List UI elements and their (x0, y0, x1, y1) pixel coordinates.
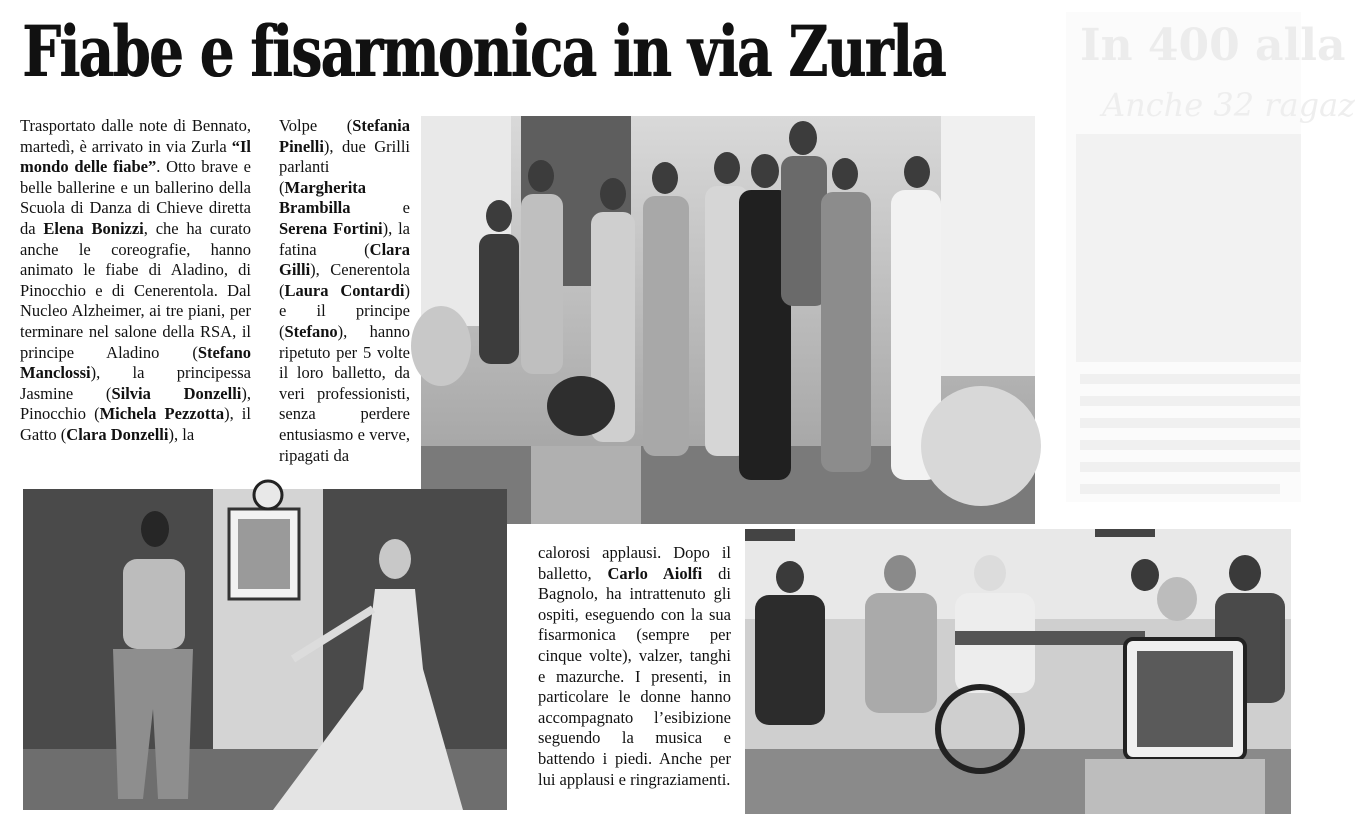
bold-name: Stefania Pinelli (279, 116, 410, 156)
adjacent-article-text-line (1080, 418, 1300, 428)
belly-dancers-photo (23, 489, 507, 810)
adjacent-article-text-line (1080, 374, 1300, 384)
bold-name: Clara Gilli (279, 239, 410, 280)
adjacent-article-photo (1076, 134, 1301, 362)
adjacent-article-text-line (1080, 484, 1280, 494)
bold-name: Stefano Manclossi (20, 342, 251, 383)
article-column-2 (279, 116, 410, 466)
text-run: ), hanno ripetuto per 5 volte il loro balletto, da veri professionisti, senza perdere entusiasmo e verve, ripagati da (279, 321, 410, 465)
accordion-player-photo (745, 529, 1291, 814)
text-run: ), la (168, 424, 195, 444)
text-run: ), il Gatto ( (20, 404, 251, 444)
text-run: ), Cenerentola ( (279, 260, 410, 300)
dancers-group-image (421, 116, 1035, 524)
adjacent-article-text-line (1080, 462, 1300, 472)
bold-name: Michela Pezzotta (99, 404, 225, 424)
text-run: . Otto brave e belle ballerine e un ballerino della Scuola di Danza di Chieve diretta da (20, 157, 251, 238)
text-run: ), Pinocchio ( (20, 383, 252, 424)
article-column-3 (538, 543, 731, 790)
text-run: di Bagnolo, ha intrattenuto gli ospiti, eseguendo con la sua fisarmonica (sempre per cinque volte), valzer, tanghi e mazurche. I presenti, in particolare le donne hanno accompagnato l’esibizione seguendo la musica e battendo i piedi. Anche per lui applausi e ringraziamenti. (538, 563, 731, 789)
bold-name: Elena Bonizzi (43, 218, 144, 238)
adjacent-article-title: In 400 alla (1080, 20, 1346, 71)
text-run: , che ha curato anche le coreografie, hanno animato le fiabe di Aladino, di Pinocchio e di Cenerentola. Dal Nucleo Alzheimer, ai tre piani, per terminare nel salone della RSA, il principe Aladino ( (20, 218, 251, 362)
bold-name: Carlo Aiolfi (607, 563, 703, 583)
bold-name: Clara Donzelli (66, 424, 169, 444)
text-run: ), la principessa Jasmine ( (20, 363, 251, 403)
adjacent-article-text-line (1080, 440, 1300, 450)
bold-name: “Il mondo delle fiabe” (20, 136, 251, 177)
text-run: ) e il principe ( (279, 280, 410, 341)
article-column-1 (20, 116, 251, 446)
adjacent-article-text-line (1080, 396, 1300, 406)
text-run: ), la fatina ( (279, 218, 410, 259)
bold-name: Margherita Brambilla (279, 177, 367, 218)
headline: Fiabe e fisarmonica in via Zurla (22, 10, 945, 93)
adjacent-article-faded (1066, 12, 1355, 502)
text-run: e (350, 198, 410, 218)
bold-name: Silvia Donzelli (111, 383, 242, 403)
bold-name: Laura Contardi (284, 280, 405, 300)
text-run: ), due Grilli parlanti ( (279, 136, 410, 197)
bold-name: Serena Fortini (279, 218, 383, 238)
accordion-player-image (745, 529, 1291, 814)
bold-name: Stefano (284, 321, 338, 341)
text-run: calorosi applausi. Dopo il balletto, (538, 543, 731, 583)
text-run: Trasportato dalle note di Bennato, martedì, è arrivato in via Zurla (20, 116, 251, 156)
text-run: Volpe ( (279, 116, 353, 135)
belly-dancers-image (23, 489, 507, 810)
adjacent-article-subtitle: Anche 32 ragaz (1102, 86, 1355, 124)
dancers-group-photo (421, 116, 1035, 524)
